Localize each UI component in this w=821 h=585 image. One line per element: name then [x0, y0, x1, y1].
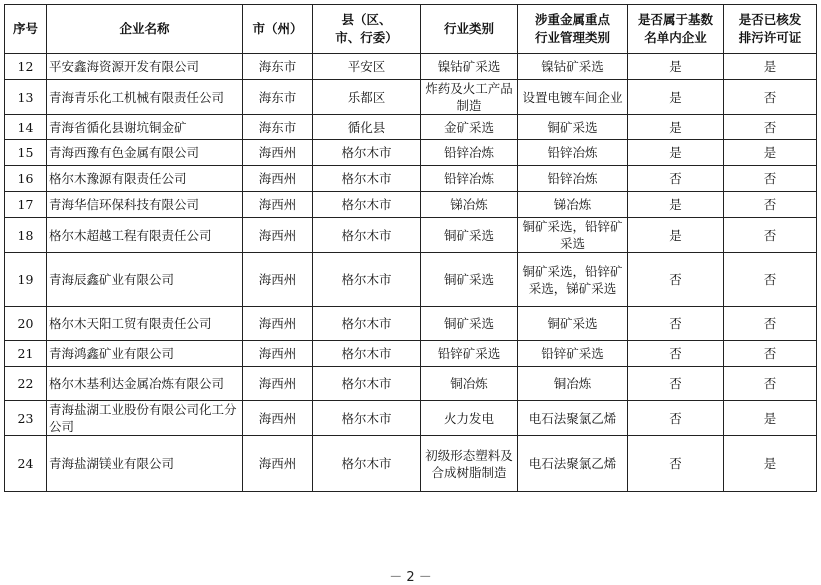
cell-company-name: 平安鑫海资源开发有限公司	[47, 54, 243, 80]
cell-category: 镍钴矿采选	[518, 54, 628, 80]
cell-no: 23	[5, 401, 47, 436]
cell-company-name: 青海省循化县谢坑铜金矿	[47, 115, 243, 140]
cell-company-name: 格尔木天阳工贸有限责任公司	[47, 307, 243, 341]
cell-city: 海西州	[243, 401, 313, 436]
table-row	[5, 307, 817, 341]
cell-permit: 否	[724, 80, 817, 115]
cell-category: 铜矿采选，铅锌矿采选，锑矿采选	[518, 253, 628, 307]
table-row	[5, 54, 817, 80]
cell-permit: 否	[724, 341, 817, 367]
cell-industry: 铜矿采选	[421, 307, 518, 341]
cell-category: 铜矿采选	[518, 115, 628, 140]
cell-no: 17	[5, 192, 47, 218]
cell-county: 循化县	[313, 115, 421, 140]
cell-county: 平安区	[313, 54, 421, 80]
table-row	[5, 367, 817, 401]
cell-base-list: 否	[628, 367, 724, 401]
cell-category: 设置电镀车间企业	[518, 80, 628, 115]
cell-company-name: 青海盐湖镁业有限公司	[47, 436, 243, 492]
cell-industry: 铜矿采选	[421, 253, 518, 307]
table-row	[5, 341, 817, 367]
cell-industry: 铜矿采选	[421, 218, 518, 253]
cell-city: 海西州	[243, 436, 313, 492]
enterprise-table	[4, 4, 817, 492]
cell-no: 24	[5, 436, 47, 492]
cell-city: 海西州	[243, 307, 313, 341]
cell-category: 电石法聚氯乙烯	[518, 401, 628, 436]
cell-permit: 否	[724, 253, 817, 307]
cell-industry: 铜冶炼	[421, 367, 518, 401]
page-number: － 2 －	[389, 570, 432, 585]
cell-no: 13	[5, 80, 47, 115]
cell-county: 格尔木市	[313, 367, 421, 401]
cell-category: 铅锌矿采选	[518, 341, 628, 367]
cell-base-list: 是	[628, 192, 724, 218]
table-row	[5, 401, 817, 436]
cell-category: 铅锌冶炼	[518, 166, 628, 192]
header-company-name: 企业名称	[47, 5, 243, 54]
table-row	[5, 80, 817, 115]
cell-county: 乐都区	[313, 80, 421, 115]
table-row	[5, 192, 817, 218]
header-category: 涉重金属重点 行业管理类别	[518, 5, 628, 54]
table-row	[5, 115, 817, 140]
cell-company-name: 青海辰鑫矿业有限公司	[47, 253, 243, 307]
cell-company-name: 格尔木豫源有限责任公司	[47, 166, 243, 192]
cell-industry: 锑冶炼	[421, 192, 518, 218]
cell-category: 铜冶炼	[518, 367, 628, 401]
cell-industry: 镍钴矿采选	[421, 54, 518, 80]
cell-county: 格尔木市	[313, 341, 421, 367]
cell-city: 海东市	[243, 80, 313, 115]
cell-permit: 否	[724, 367, 817, 401]
cell-category: 铜矿采选	[518, 307, 628, 341]
cell-base-list: 是	[628, 115, 724, 140]
cell-category: 锑冶炼	[518, 192, 628, 218]
cell-industry: 铅锌冶炼	[421, 166, 518, 192]
cell-permit: 是	[724, 436, 817, 492]
cell-category: 铅锌冶炼	[518, 140, 628, 166]
cell-base-list: 是	[628, 218, 724, 253]
cell-industry: 金矿采选	[421, 115, 518, 140]
cell-city: 海西州	[243, 367, 313, 401]
cell-category: 电石法聚氯乙烯	[518, 436, 628, 492]
cell-no: 14	[5, 115, 47, 140]
cell-industry: 铅锌冶炼	[421, 140, 518, 166]
cell-city: 海西州	[243, 253, 313, 307]
cell-base-list: 是	[628, 54, 724, 80]
header-permit: 是否已核发 排污许可证	[724, 5, 817, 54]
cell-base-list: 否	[628, 166, 724, 192]
header-city: 市（州）	[243, 5, 313, 54]
cell-permit: 是	[724, 140, 817, 166]
cell-city: 海西州	[243, 140, 313, 166]
cell-company-name: 青海西豫有色金属有限公司	[47, 140, 243, 166]
cell-company-name: 青海盐湖工业股份有限公司化工分公司	[47, 401, 243, 436]
cell-company-name: 青海鸿鑫矿业有限公司	[47, 341, 243, 367]
cell-county: 格尔木市	[313, 218, 421, 253]
cell-no: 15	[5, 140, 47, 166]
cell-county: 格尔木市	[313, 307, 421, 341]
cell-permit: 是	[724, 401, 817, 436]
header-industry: 行业类别	[421, 5, 518, 54]
cell-city: 海西州	[243, 166, 313, 192]
cell-industry: 火力发电	[421, 401, 518, 436]
cell-city: 海东市	[243, 115, 313, 140]
cell-company-name: 格尔木超越工程有限责任公司	[47, 218, 243, 253]
cell-no: 22	[5, 367, 47, 401]
cell-county: 格尔木市	[313, 253, 421, 307]
cell-county: 格尔木市	[313, 436, 421, 492]
cell-company-name: 青海华信环保科技有限公司	[47, 192, 243, 218]
cell-city: 海西州	[243, 192, 313, 218]
cell-permit: 否	[724, 218, 817, 253]
cell-no: 20	[5, 307, 47, 341]
table-row	[5, 253, 817, 307]
table-row	[5, 436, 817, 492]
cell-base-list: 是	[628, 140, 724, 166]
cell-county: 格尔木市	[313, 140, 421, 166]
cell-base-list: 否	[628, 341, 724, 367]
header-no: 序号	[5, 5, 47, 54]
cell-industry: 炸药及火工产品制造	[421, 80, 518, 115]
cell-county: 格尔木市	[313, 166, 421, 192]
cell-permit: 否	[724, 166, 817, 192]
header-county: 县（区、 市、行委）	[313, 5, 421, 54]
cell-city: 海西州	[243, 218, 313, 253]
cell-county: 格尔木市	[313, 192, 421, 218]
cell-category: 铜矿采选，铅锌矿采选	[518, 218, 628, 253]
cell-permit: 否	[724, 115, 817, 140]
cell-base-list: 否	[628, 307, 724, 341]
cell-no: 19	[5, 253, 47, 307]
cell-industry: 初级形态塑料及合成树脂制造	[421, 436, 518, 492]
cell-no: 12	[5, 54, 47, 80]
cell-county: 格尔木市	[313, 401, 421, 436]
cell-no: 18	[5, 218, 47, 253]
table-row	[5, 166, 817, 192]
cell-permit: 否	[724, 192, 817, 218]
cell-no: 16	[5, 166, 47, 192]
cell-base-list: 否	[628, 436, 724, 492]
cell-company-name: 格尔木基利达金属冶炼有限公司	[47, 367, 243, 401]
cell-no: 21	[5, 341, 47, 367]
cell-base-list: 否	[628, 253, 724, 307]
table-row	[5, 140, 817, 166]
table-header-row	[5, 5, 817, 54]
cell-permit: 否	[724, 307, 817, 341]
table-body	[5, 54, 817, 492]
cell-company-name: 青海青乐化工机械有限责任公司	[47, 80, 243, 115]
cell-city: 海东市	[243, 54, 313, 80]
cell-base-list: 是	[628, 80, 724, 115]
cell-permit: 是	[724, 54, 817, 80]
header-base-list: 是否属于基数 名单内企业	[628, 5, 724, 54]
cell-industry: 铅锌矿采选	[421, 341, 518, 367]
cell-base-list: 否	[628, 401, 724, 436]
cell-city: 海西州	[243, 341, 313, 367]
table-row	[5, 218, 817, 253]
